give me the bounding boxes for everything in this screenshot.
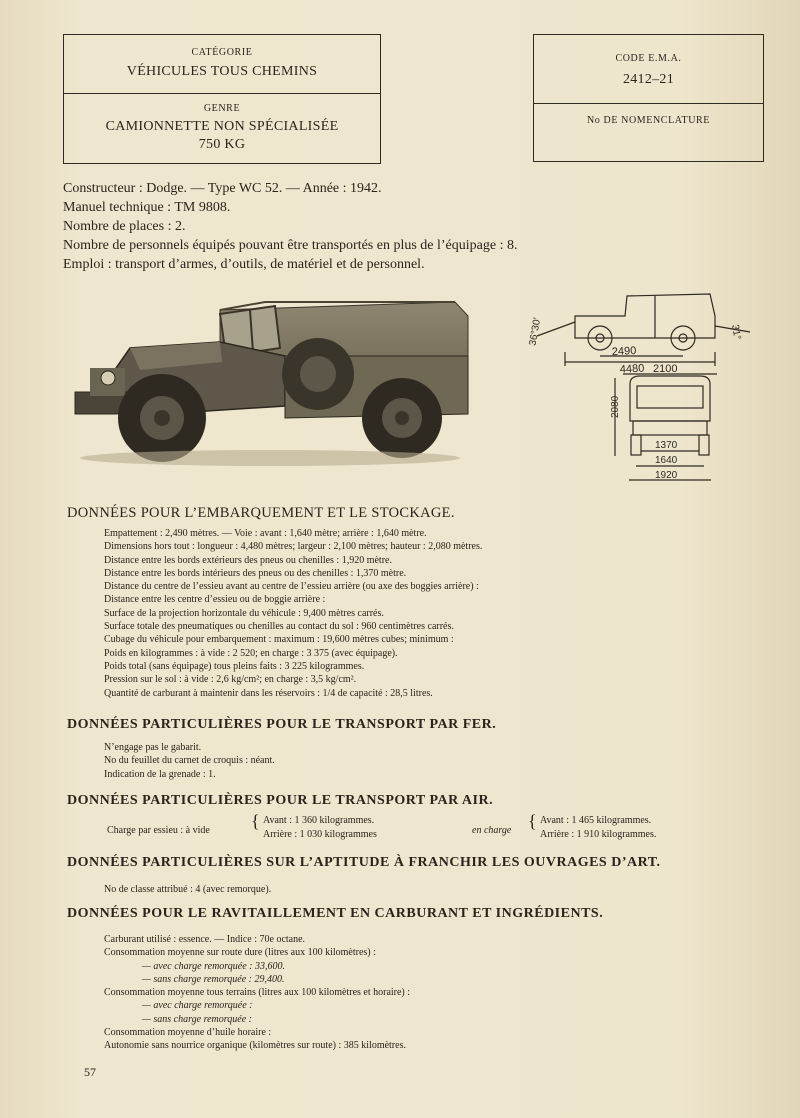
section-title: DONNÉES PARTICULIÈRES POUR LE TRANSPORT PAR FER.	[67, 717, 497, 732]
data-line: — sans charge remorquée :	[142, 1013, 252, 1025]
data-line: Dimensions hors tout : longueur : 4,480 mètres; largeur : 2,100 mètres; hauteur : 2,080 mètres.	[104, 541, 483, 553]
sketch-track-inner: 1370	[655, 440, 678, 451]
vide-avant: Avant : 1 360 kilogrammes.	[263, 815, 375, 826]
info-line: Nombre de personnels équipés pouvant être transportés en plus de l’équipage : 8.	[63, 238, 518, 253]
sketch-wheelbase: 2490	[611, 344, 637, 359]
genre-value-weight: 750 KG	[198, 137, 246, 152]
code-label: CODE E.M.A.	[615, 53, 682, 64]
data-line: Pression sur le sol : à vide : 2,6 kg/cm²; en charge : 3,5 kg/cm².	[104, 674, 357, 686]
code-box	[533, 34, 764, 162]
charge-avant: Avant : 1 465 kilogrammes.	[540, 815, 652, 826]
data-line: Distance entre les bords intérieurs des pneus ou des chenilles : 1,370 mètre.	[104, 567, 407, 579]
categorie-value: VÉHICULES TOUS CHEMINS	[126, 64, 318, 79]
en-charge-label: en charge	[472, 825, 512, 836]
data-line: Consommation moyenne tous terrains (litres aux 100 kilomètres et horaire) :	[104, 987, 411, 999]
data-line: Surface de la projection horizontale du véhicule : 9,400 mètres carrés.	[104, 607, 384, 619]
info-line: Constructeur : Dodge. — Type WC 52. — Année : 1942.	[63, 181, 382, 196]
section-title: DONNÉES PARTICULIÈRES SUR L’APTITUDE À FRANCHIR LES OUVRAGES D’ART.	[67, 855, 661, 870]
data-line: N’engage pas le gabarit.	[104, 742, 202, 753]
data-line: Cubage du véhicule pour embarquement : maximum : 19,600 mètres cubes; minimum :	[104, 634, 454, 646]
data-line: Indication de la grenade : 1.	[104, 768, 216, 780]
data-line: Quantité de carburant à maintenir dans les réservoirs : 1/4 de capacité : 28,5 litres.	[104, 687, 433, 699]
sketch-track: 1640	[655, 455, 678, 466]
code-value: 2412–21	[622, 72, 675, 87]
vide-arriere: Arrière : 1 030 kilogrammes	[263, 829, 377, 840]
data-line: Carburant utilisé : essence. — Indice : 70e octane.	[104, 934, 306, 945]
data-line: Autonomie sans nourrice organique (kilomètres sur route) : 385 kilomètres.	[104, 1040, 406, 1052]
vehicle-info	[63, 179, 517, 274]
sketch-angle-rear: 31°	[729, 323, 743, 341]
data-line: — avec charge remorquée :	[142, 1000, 253, 1012]
info-line: Nombre de places : 2.	[63, 219, 186, 234]
categorie-label: CATÉGORIE	[191, 47, 253, 58]
data-line: Distance du centre de l’essieu avant au centre de l’essieu arrière (ou axe des boggies arrière) :	[104, 581, 479, 593]
data-line: Poids total (sans équipage) tous pleins faits : 3 225 kilogrammes.	[104, 660, 365, 672]
genre-value: CAMIONNETTE NON SPÉCIALISÉE	[105, 119, 339, 134]
data-line: Surface totale des pneumatiques ou chenilles au contact du sol : 960 centimètres carrés.	[104, 621, 454, 633]
genre-label: GENRE	[203, 103, 241, 114]
category-box	[63, 34, 381, 164]
section-title: DONNÉES POUR LE RAVITAILLEMENT EN CARBURANT ET INGRÉDIENTS.	[67, 906, 604, 921]
brace: {	[528, 811, 537, 831]
data-line: — sans charge remorquée : 29,400.	[142, 973, 285, 985]
section-body	[104, 933, 410, 1053]
vehicle-photo	[70, 296, 482, 468]
section-title: DONNÉES POUR L’EMBARQUEMENT ET LE STOCKAGE.	[67, 505, 455, 521]
section-title: DONNÉES PARTICULIÈRES POUR LE TRANSPORT PAR AIR.	[67, 793, 494, 808]
data-line: Distance entre les centre d’essieu ou de boggie arrière :	[104, 594, 326, 606]
brace: {	[251, 811, 260, 831]
data-line: Empattement : 2,490 mètres. — Voie : avant : 1,640 mètre; arrière : 1,640 mètre.	[104, 528, 427, 539]
data-line: Consommation moyenne d’huile horaire :	[104, 1027, 272, 1039]
section-body	[104, 527, 482, 700]
nomenclature-label: No DE NOMENCLATURE	[586, 115, 711, 126]
data-line: Poids en kilogrammes : à vide : 2 520; en charge : 3 375 (avec équipage).	[104, 647, 398, 659]
info-line: Manuel technique : TM 9808.	[63, 200, 231, 215]
info-line: Emploi : transport d’armes, d’outils, de matériel et de personnel.	[63, 257, 425, 272]
sketch-width: 2100	[653, 363, 678, 375]
sketch-angle-front: 36°30'	[527, 316, 544, 347]
charge-arriere: Arrière : 1 910 kilogrammes.	[540, 829, 657, 840]
sketch-length: 4480	[619, 362, 645, 376]
data-line: — avec charge remorquée : 33,600.	[142, 960, 286, 972]
data-line: Distance entre les bords extérieurs des pneus ou chenilles : 1,920 mètre.	[104, 554, 392, 566]
page-number: 57	[84, 1065, 96, 1079]
data-line: No du feuillet du carnet de croquis : néant.	[104, 755, 275, 767]
section-body	[104, 883, 271, 896]
sketch-track-outer: 1920	[655, 470, 678, 481]
data-line: Consommation moyenne sur route dure (litres aux 100 kilomètres) :	[104, 947, 376, 959]
sketch-height: 2080	[610, 395, 621, 418]
charge-label: Charge par essieu : à vide	[107, 825, 210, 836]
dimension-sketch	[505, 276, 755, 496]
section-body	[104, 741, 275, 781]
data-line: No de classe attribué : 4 (avec remorque).	[104, 884, 272, 895]
